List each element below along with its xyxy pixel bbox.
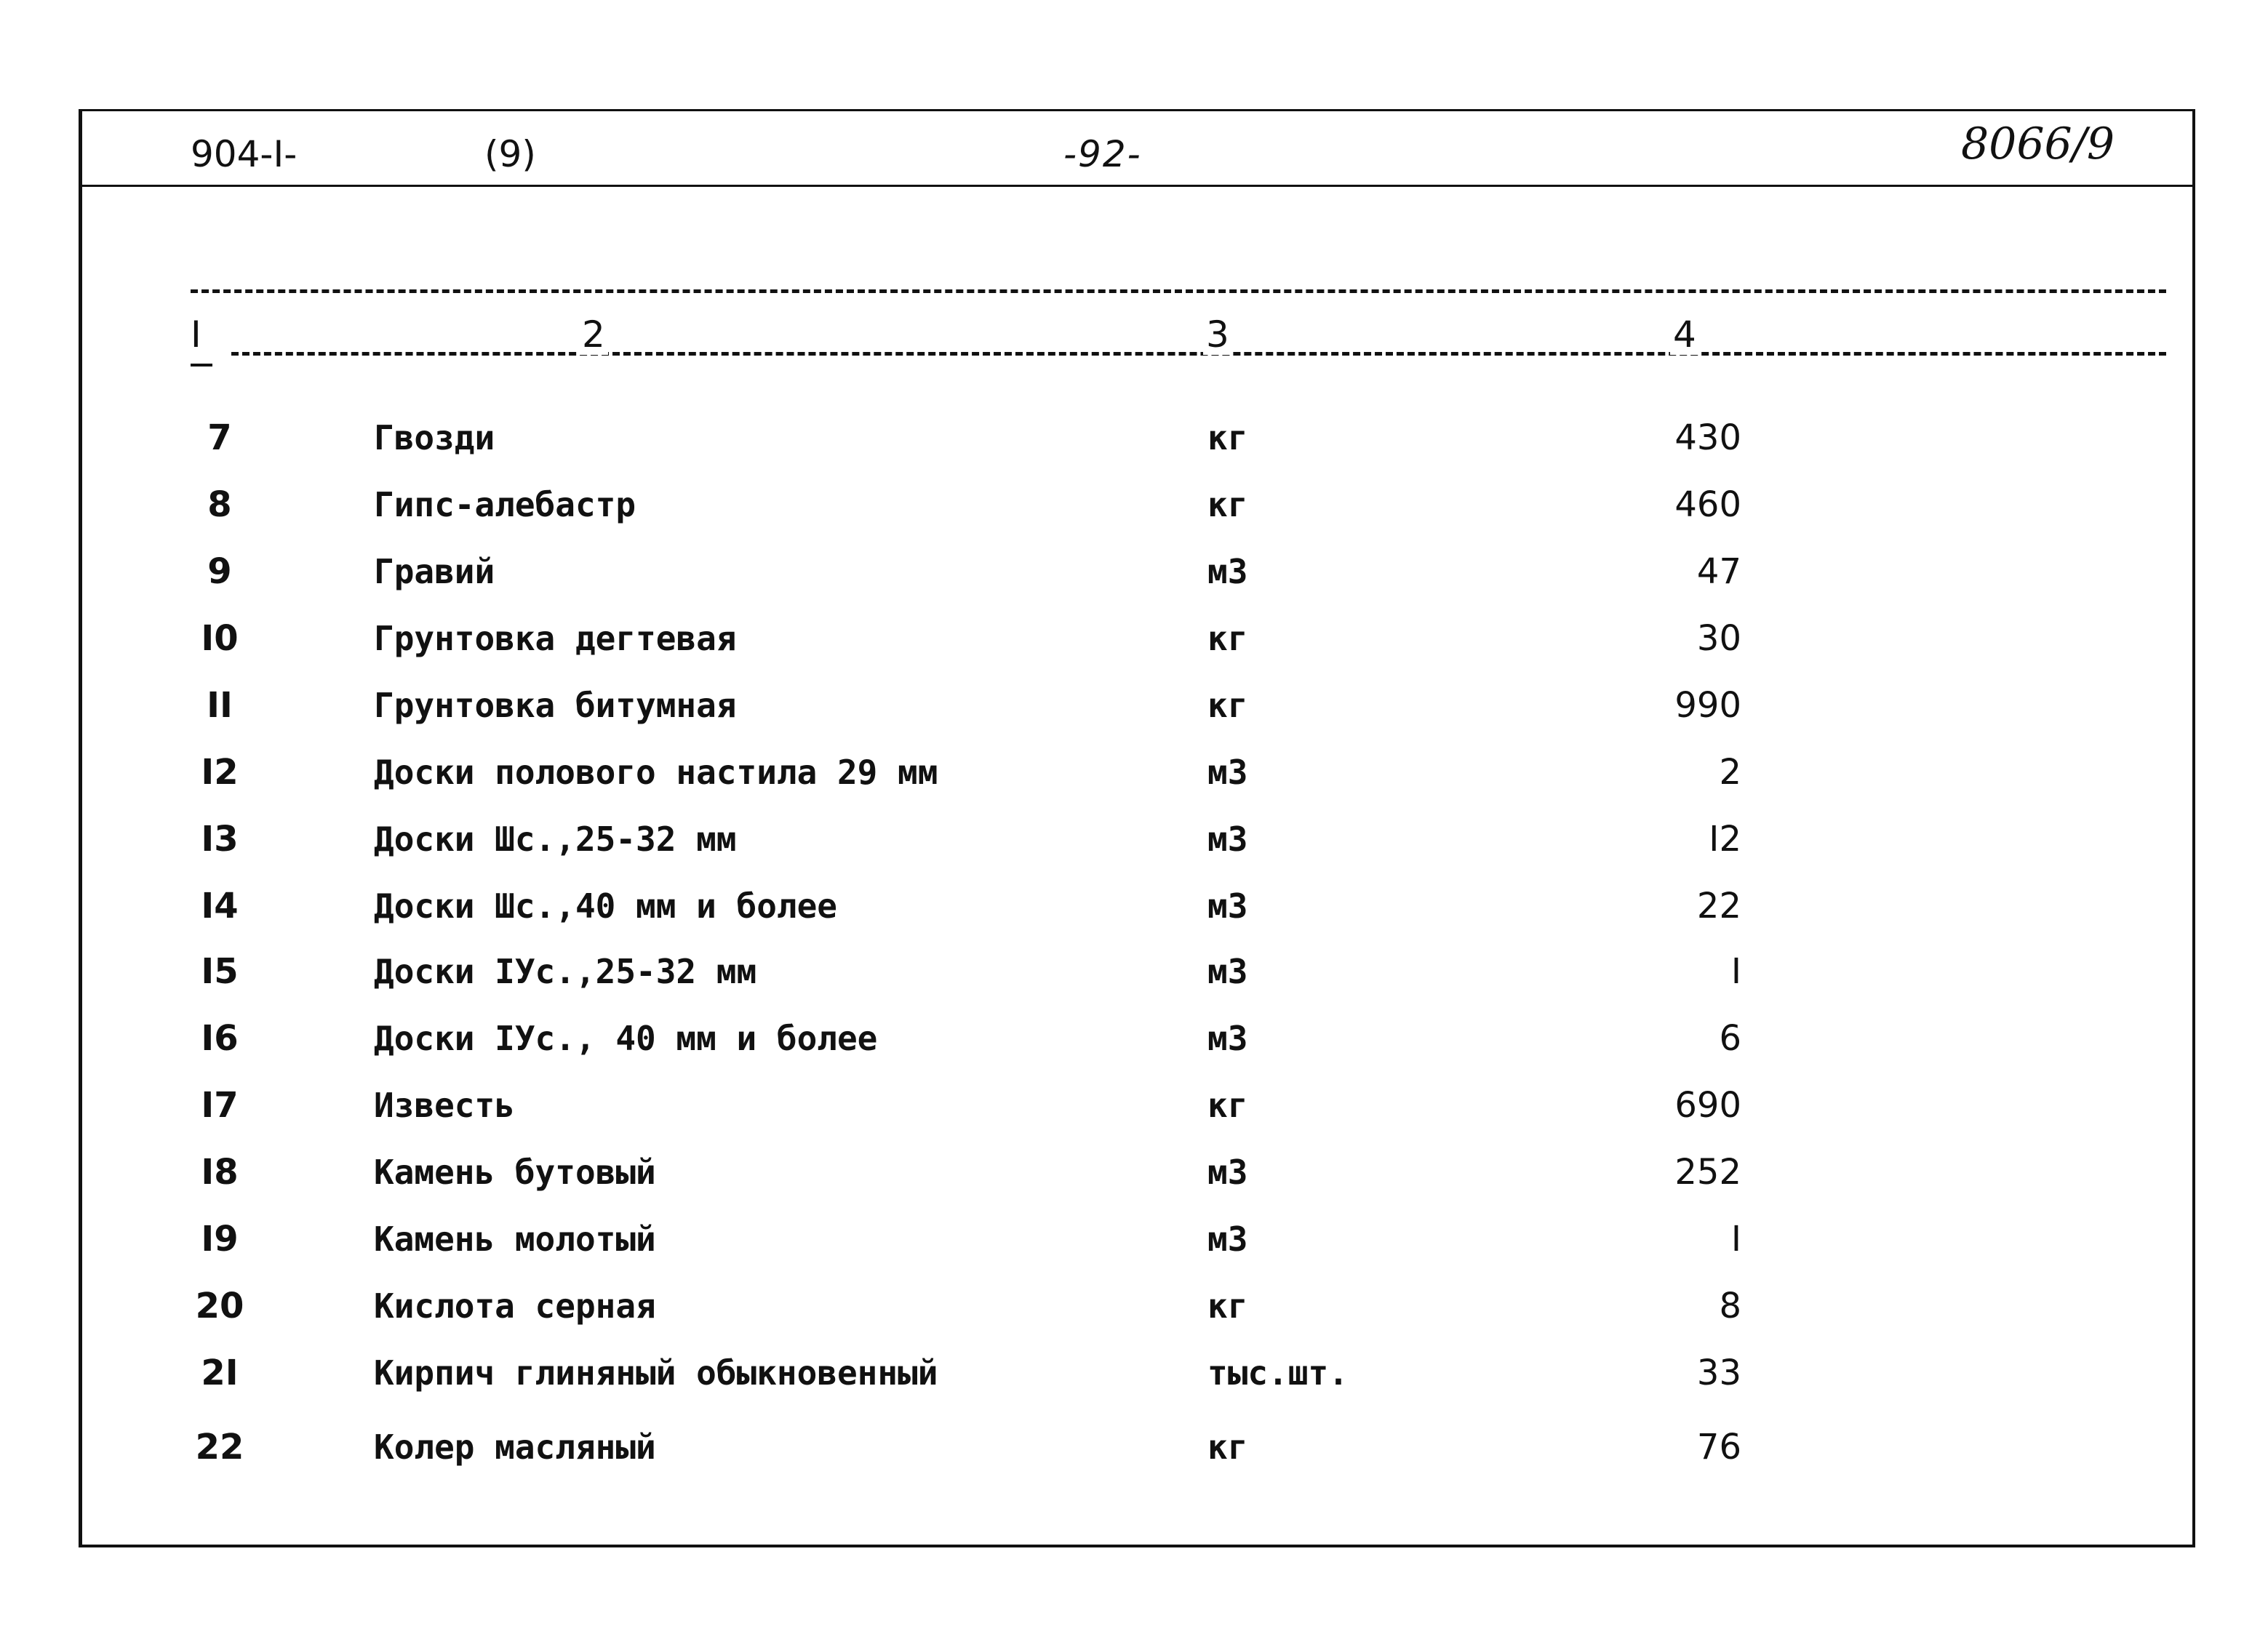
material-name: Кирпич глиняный обыкновенный (374, 1353, 938, 1393)
table-row (0, 1418, 2268, 1476)
table-row (0, 1009, 2268, 1068)
series-number: 904-I- (191, 133, 298, 175)
quantity: I (1730, 951, 1741, 992)
material-name: Камень бутовый (374, 1153, 656, 1192)
unit: м3 (1207, 1019, 1248, 1058)
quantity: 252 (1674, 1152, 1741, 1193)
column-number-3: 3 (1203, 314, 1232, 355)
row-number: 20 (195, 1286, 244, 1326)
table-row (0, 476, 2268, 534)
table-row (0, 1076, 2268, 1134)
table-row (0, 1344, 2268, 1402)
header-rule (79, 185, 2195, 187)
table-row (0, 1277, 2268, 1335)
unit: кг (1207, 619, 1248, 658)
quantity: I (1730, 1219, 1741, 1259)
row-number: I6 (201, 1018, 239, 1059)
table-row (0, 743, 2268, 801)
material-name: Гипс-алебастр (374, 485, 636, 524)
column-header-rule (231, 352, 2166, 356)
quantity: 30 (1696, 618, 1741, 659)
row-number: II (207, 685, 233, 726)
column-number-2: 2 (579, 314, 608, 355)
table-row (0, 1210, 2268, 1268)
row-number: I4 (201, 886, 239, 926)
quantity: 460 (1674, 484, 1741, 525)
table-row (0, 810, 2268, 868)
row-number: 2I (201, 1353, 239, 1393)
quantity: 990 (1674, 685, 1741, 726)
unit: м3 (1207, 886, 1248, 926)
material-name: Колер масляный (374, 1427, 656, 1467)
material-name: Доски Шс.,25-32 мм (374, 820, 737, 859)
material-name: Известь (374, 1086, 515, 1125)
table-top-rule (191, 289, 2166, 293)
column-number-1-underline (191, 364, 212, 367)
table-row (0, 542, 2268, 601)
unit: м3 (1207, 753, 1248, 792)
unit: кг (1207, 1427, 1248, 1467)
quantity: 690 (1674, 1085, 1741, 1126)
unit: м3 (1207, 1153, 1248, 1192)
material-name: Камень молотый (374, 1220, 656, 1259)
unit: м3 (1207, 952, 1248, 991)
table-row (0, 609, 2268, 668)
row-number: 9 (207, 551, 232, 592)
quantity: 22 (1696, 886, 1741, 926)
row-number: I2 (201, 752, 239, 793)
unit: кг (1207, 1286, 1248, 1326)
quantity: 33 (1696, 1353, 1741, 1393)
page-number: -92- (1063, 133, 1142, 175)
row-number: I7 (201, 1085, 239, 1126)
quantity: 8 (1719, 1286, 1741, 1326)
table-row (0, 676, 2268, 734)
material-name: Гравий (374, 552, 495, 591)
document-code: 8066/9 (1961, 119, 2115, 169)
quantity: 76 (1696, 1427, 1741, 1467)
table-row (0, 877, 2268, 935)
unit: кг (1207, 485, 1248, 524)
material-name: Доски IУс.,25-32 мм (374, 952, 757, 991)
quantity: 47 (1696, 551, 1741, 592)
material-name: Грунтовка дегтевая (374, 619, 737, 658)
row-number: I9 (201, 1219, 239, 1259)
issue-number: (9) (484, 133, 536, 175)
quantity: I2 (1709, 819, 1741, 860)
row-number: 8 (207, 484, 232, 525)
row-number: 7 (207, 417, 232, 458)
row-number: I3 (201, 819, 239, 860)
material-name: Доски полового настила 29 мм (374, 753, 938, 792)
material-name: Доски IУс., 40 мм и более (374, 1019, 878, 1058)
row-number: I8 (201, 1152, 239, 1193)
material-name: Кислота серная (374, 1286, 656, 1326)
table-row (0, 409, 2268, 467)
material-name: Доски Шс.,40 мм и более (374, 886, 837, 926)
unit: м3 (1207, 1220, 1248, 1259)
row-number: 22 (195, 1427, 244, 1467)
row-number: I0 (201, 618, 239, 659)
unit: кг (1207, 686, 1248, 725)
column-number-4: 4 (1670, 314, 1699, 355)
unit: кг (1207, 418, 1248, 457)
unit: м3 (1207, 552, 1248, 591)
unit: кг (1207, 1086, 1248, 1125)
table-row (0, 1143, 2268, 1201)
unit: м3 (1207, 820, 1248, 859)
material-name: Грунтовка битумная (374, 686, 737, 725)
material-name: Гвозди (374, 418, 495, 457)
quantity: 430 (1674, 417, 1741, 458)
quantity: 6 (1719, 1018, 1741, 1059)
unit: тыс.шт. (1207, 1353, 1349, 1393)
quantity: 2 (1719, 752, 1741, 793)
column-number-1: I (188, 314, 204, 355)
table-row (0, 942, 2268, 1001)
row-number: I5 (201, 951, 239, 992)
